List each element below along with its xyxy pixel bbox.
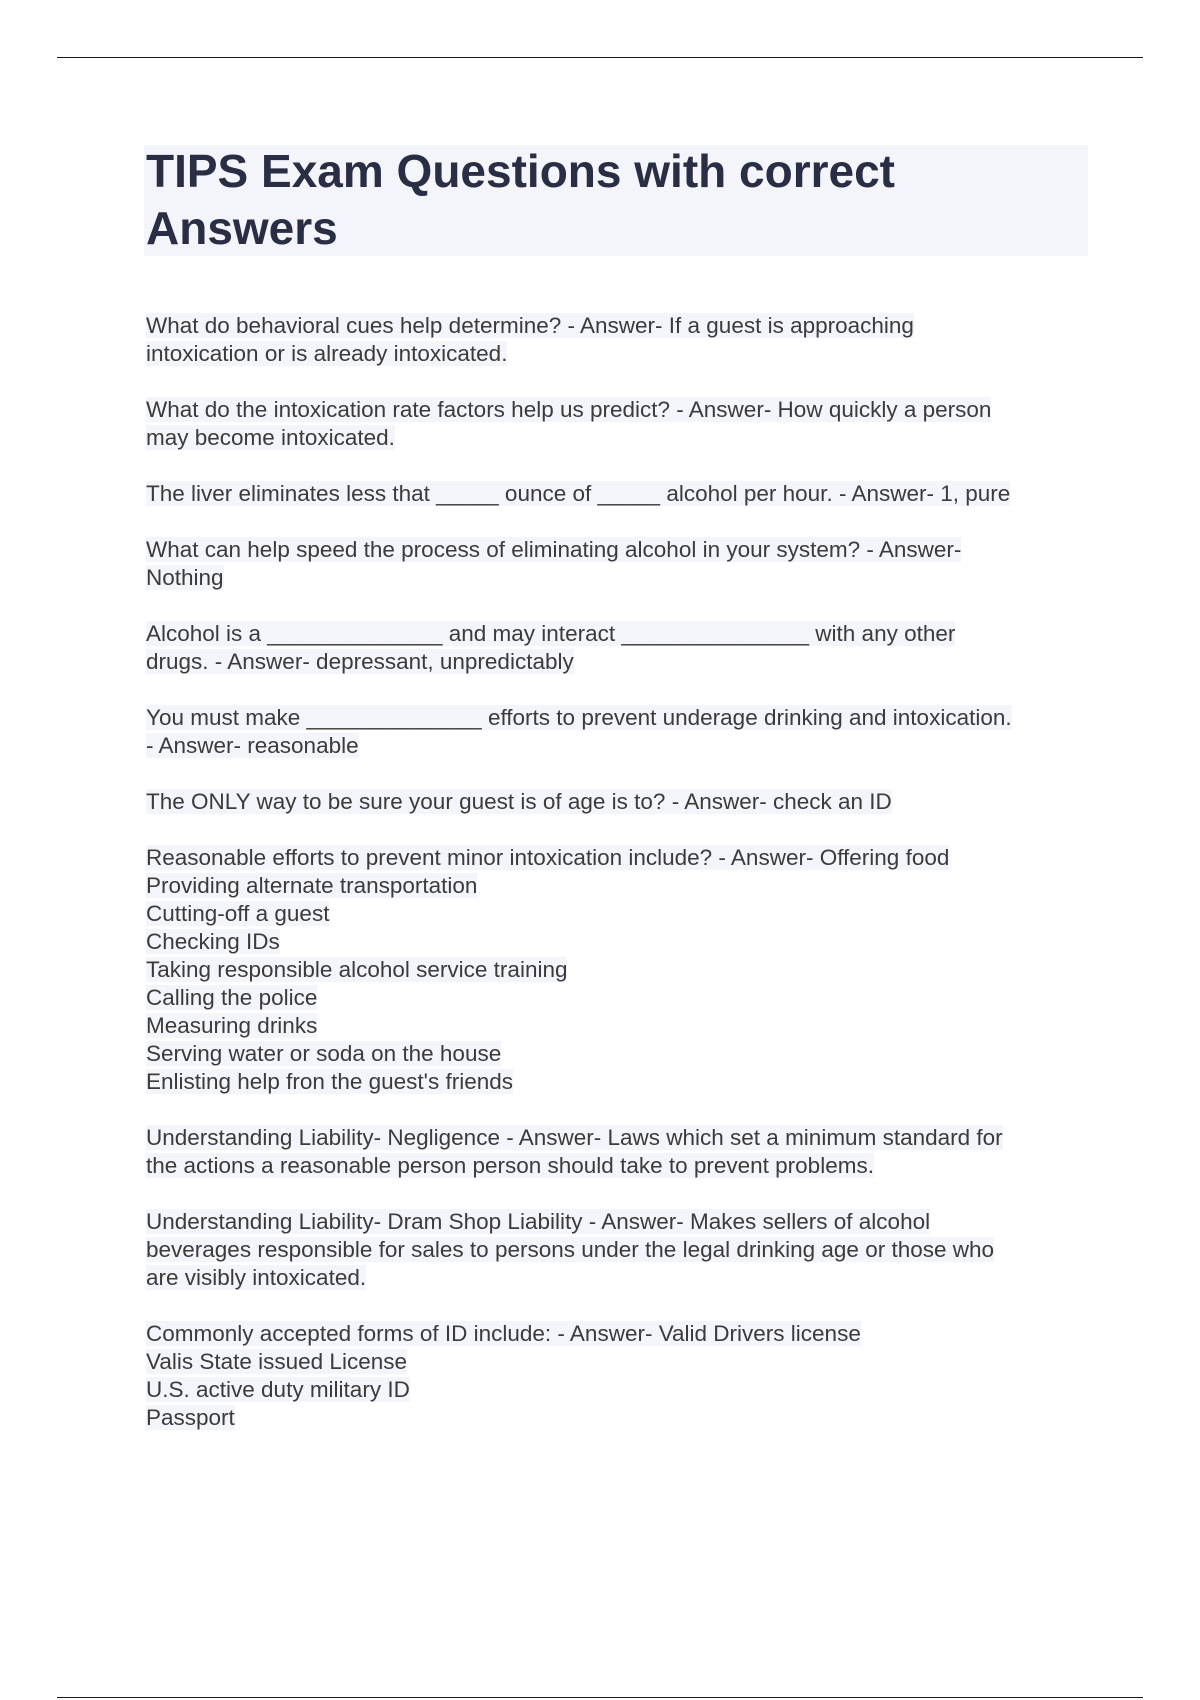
qa-item (146, 620, 1106, 676)
qa-line: drugs. - Answer- depressant, unpredictably (146, 649, 574, 674)
qa-item (146, 788, 1106, 816)
qa-line: Commonly accepted forms of ID include: - Answer- Valid Drivers license (146, 1321, 861, 1346)
qa-item (146, 844, 1106, 1096)
qa-line: Measuring drinks (146, 1013, 318, 1038)
qa-line: Serving water or soda on the house (146, 1041, 502, 1066)
qa-list (146, 312, 1106, 1460)
qa-line: Understanding Liability- Dram Shop Liability - Answer- Makes sellers of alcohol (146, 1209, 931, 1234)
qa-line: What do behavioral cues help determine? - Answer- If a guest is approaching (146, 313, 914, 338)
qa-item (146, 1208, 1106, 1292)
qa-item (146, 1320, 1106, 1432)
qa-item (146, 704, 1106, 760)
bottom-rule (57, 1697, 1143, 1698)
qa-line: Reasonable efforts to prevent minor intoxication include? - Answer- Offering food (146, 845, 950, 870)
qa-line: Valis State issued License (146, 1349, 407, 1374)
qa-line: - Answer- reasonable (146, 733, 359, 758)
qa-line: Providing alternate transportation (146, 873, 478, 898)
qa-line: You must make ______________ efforts to prevent underage drinking and intoxication. (146, 705, 1012, 730)
qa-item (146, 396, 1106, 452)
qa-line: Taking responsible alcohol service training (146, 957, 568, 982)
qa-line: U.S. active duty military ID (146, 1377, 410, 1402)
qa-line: beverages responsible for sales to persons under the legal drinking age or those who (146, 1237, 995, 1262)
qa-line: What do the intoxication rate factors help us predict? - Answer- How quickly a person (146, 397, 992, 422)
qa-line: Cutting-off a guest (146, 901, 330, 926)
qa-line: Nothing (146, 565, 224, 590)
qa-line: What can help speed the process of eliminating alcohol in your system? - Answer- (146, 537, 962, 562)
qa-item (146, 480, 1106, 508)
qa-line: Alcohol is a ______________ and may interact _______________ with any other (146, 621, 956, 646)
qa-line: intoxication or is already intoxicated. (146, 341, 508, 366)
qa-line: Enlisting help fron the guest's friends (146, 1069, 514, 1094)
qa-line: Calling the police (146, 985, 318, 1010)
qa-line: Passport (146, 1405, 235, 1430)
qa-line: the actions a reasonable person person should take to prevent problems. (146, 1153, 874, 1178)
qa-item (146, 312, 1106, 368)
qa-line: may become intoxicated. (146, 425, 395, 450)
top-rule (57, 57, 1143, 58)
page-title: TIPS Exam Questions with correct Answers (146, 145, 895, 254)
qa-item (146, 536, 1106, 592)
qa-item (146, 1124, 1106, 1180)
qa-line: are visibly intoxicated. (146, 1265, 367, 1290)
qa-line: The liver eliminates less that _____ ounce of _____ alcohol per hour. - Answer- 1, pure (146, 481, 1011, 506)
qa-line: The ONLY way to be sure your guest is of age is to? - Answer- check an ID (146, 789, 892, 814)
qa-line: Checking IDs (146, 929, 280, 954)
qa-line: Understanding Liability- Negligence - Answer- Laws which set a minimum standard for (146, 1125, 1003, 1150)
